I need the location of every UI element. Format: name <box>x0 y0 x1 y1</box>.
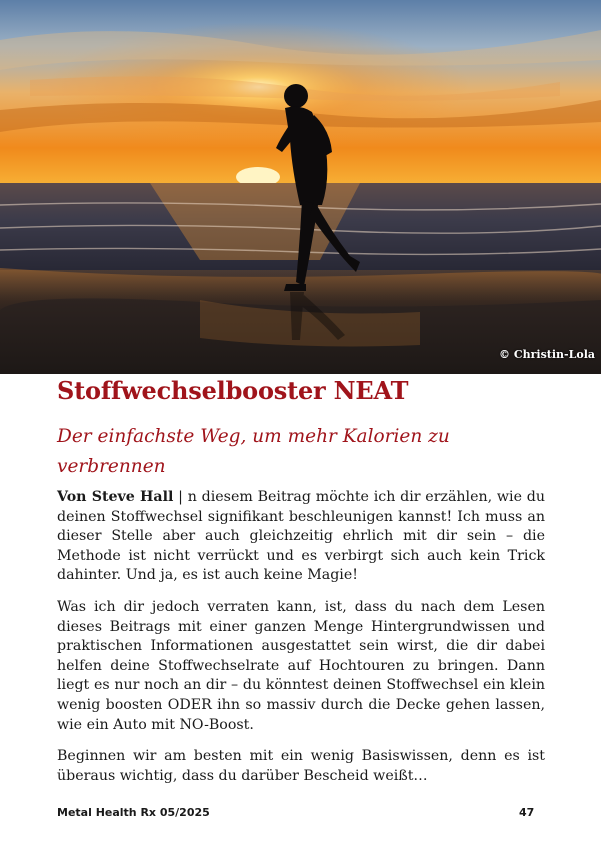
footer-publication: Metal Health Rx 05/2025 <box>57 806 210 819</box>
hero-photo <box>0 0 601 374</box>
photo-credit: © Christin-Lola <box>499 348 595 361</box>
author-byline: Von Steve Hall <box>57 489 174 505</box>
body-paragraph: Beginnen wir am besten mit ein wenig Basiswissen, denn es ist überaus wichtig, dass du darüber Bescheid weißt… <box>57 748 545 784</box>
intro-paragraph <box>57 488 545 586</box>
article-title: Stoffwechselbooster NEAT <box>57 376 409 405</box>
sunset-beach-runner-image <box>0 0 601 374</box>
article-subtitle: Der einfachste Weg, um mehr Kalorien zu verbrennen <box>57 426 450 477</box>
article-body <box>57 488 545 798</box>
intro-text: | n diesem Beitrag möchte ich dir erzählen, wie du deinen Stoffwechsel signifikant beschleunigen kannst! Ich muss an dieser Stelle aber auch gleichzeitig ehrlich mit dir sein – die Methode ist nicht verrückt und es verbirgt sich auch kein Trick dahinter. Und ja, es ist auch keine Magie! <box>57 489 545 584</box>
page-number: 47 <box>519 806 535 819</box>
body-paragraph: Was ich dir jedoch verraten kann, ist, dass du nach dem Lesen dieses Beitrags mit einer ganzen Menge Hintergrundwissen und praktischen Informationen ausgestattet sein wirst, die dir dabei helfen deine Stoffwechselrate auf Hochtouren zu bringen. Dann liegt es nur noch an dir – du könntest deinen Stoffwechsel ein klein wenig boosten ODER ihn so massiv durch die Decke gehen lassen, wie ein Auto mit NO-Boost. <box>57 598 545 733</box>
